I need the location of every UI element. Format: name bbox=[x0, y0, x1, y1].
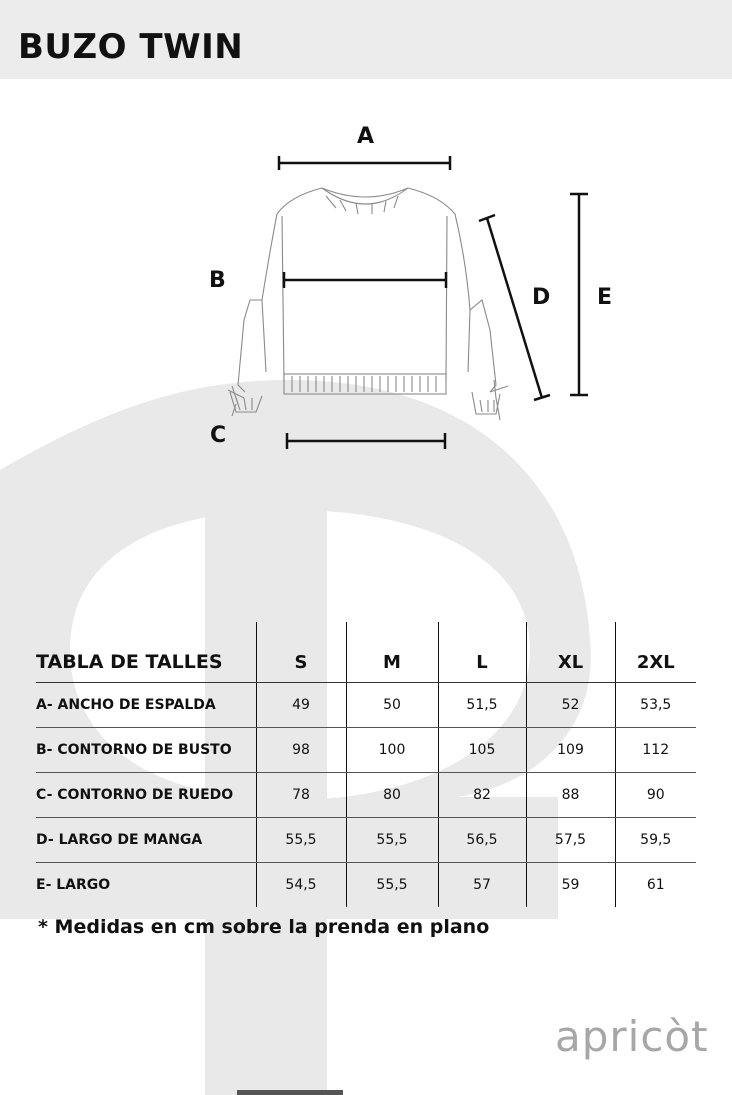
measurement-value: 50 bbox=[346, 683, 438, 728]
measurement-value: 51,5 bbox=[438, 683, 526, 728]
measurement-value: 98 bbox=[256, 728, 346, 773]
measurement-note: * Medidas en cm sobre la prenda en plano bbox=[38, 916, 490, 938]
dimension-e-line bbox=[570, 194, 588, 395]
measurement-value: 57 bbox=[438, 863, 526, 908]
dimension-c-line bbox=[287, 433, 445, 449]
size-header: XL bbox=[526, 622, 615, 683]
page-title: BUZO TWIN bbox=[18, 27, 244, 67]
size-header: L bbox=[438, 622, 526, 683]
measurement-value: 57,5 bbox=[526, 818, 615, 863]
size-header: M bbox=[346, 622, 438, 683]
measurement-value: 109 bbox=[526, 728, 615, 773]
size-header: 2XL bbox=[615, 622, 696, 683]
measurement-label: B- CONTORNO DE BUSTO bbox=[36, 728, 256, 773]
measurement-label: A- ANCHO DE ESPALDA bbox=[36, 683, 256, 728]
measurement-value: 59,5 bbox=[615, 818, 696, 863]
dimension-label-b: B bbox=[209, 268, 226, 293]
dimension-label-c: C bbox=[210, 423, 227, 448]
measurement-label: D- LARGO DE MANGA bbox=[36, 818, 256, 863]
brand-logo: apricòt bbox=[555, 1012, 709, 1061]
measurement-value: 53,5 bbox=[615, 683, 696, 728]
measurement-value: 54,5 bbox=[256, 863, 346, 908]
dimension-label-d: D bbox=[532, 285, 551, 310]
measurement-value: 82 bbox=[438, 773, 526, 818]
size-header-row bbox=[36, 622, 696, 683]
dimension-label-e: E bbox=[597, 285, 613, 310]
measurement-value: 112 bbox=[615, 728, 696, 773]
measurement-value: 88 bbox=[526, 773, 615, 818]
measurement-value: 55,5 bbox=[346, 818, 438, 863]
measurement-value: 55,5 bbox=[346, 863, 438, 908]
measurement-value: 56,5 bbox=[438, 818, 526, 863]
measurement-value: 78 bbox=[256, 773, 346, 818]
size-table-title: TABLA DE TALLES bbox=[36, 622, 256, 683]
measurement-value: 90 bbox=[615, 773, 696, 818]
table-row bbox=[36, 728, 696, 773]
measurement-value: 80 bbox=[346, 773, 438, 818]
dimension-label-a: A bbox=[357, 124, 375, 149]
measurement-value: 49 bbox=[256, 683, 346, 728]
size-table bbox=[36, 622, 696, 907]
measurement-value: 55,5 bbox=[256, 818, 346, 863]
measurement-label: E- LARGO bbox=[36, 877, 111, 893]
measurement-label: C- CONTORNO DE RUEDO bbox=[36, 773, 256, 818]
measurement-value: 105 bbox=[438, 728, 526, 773]
dimension-a-line bbox=[279, 156, 450, 170]
sweater-outline bbox=[228, 188, 508, 420]
measurement-value: 52 bbox=[526, 683, 615, 728]
measurement-value: 100 bbox=[346, 728, 438, 773]
size-header: S bbox=[256, 622, 346, 683]
table-row bbox=[36, 773, 696, 818]
table-row bbox=[36, 818, 696, 863]
table-row bbox=[36, 683, 696, 728]
dimension-b-line bbox=[284, 272, 446, 288]
measurement-value: 61 bbox=[615, 863, 696, 908]
table-row bbox=[36, 863, 696, 908]
measurement-value: 59 bbox=[526, 863, 615, 908]
